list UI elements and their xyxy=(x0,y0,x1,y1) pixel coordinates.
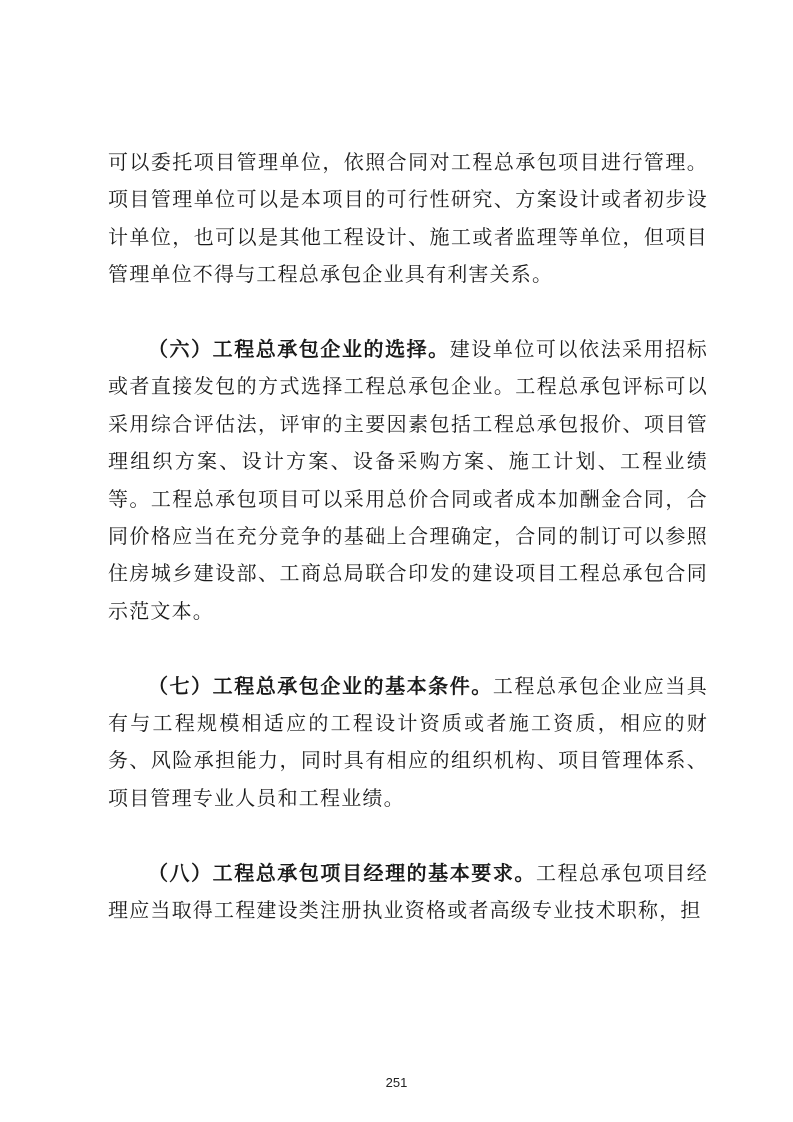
paragraph-spacer xyxy=(108,294,708,331)
paragraph-section-7 xyxy=(108,668,708,818)
paragraph-section-8 xyxy=(108,855,708,930)
paragraph-continuation xyxy=(108,144,708,294)
paragraph-spacer xyxy=(108,817,708,854)
paragraph-text: 建设单位可以依法采用招标或者直接发包的方式选择工程总承包企业。工程总承包评标可以采用综合评估法，评审的主要因素包括工程总承包报价、项目管理组织方案、设计方案、设备采购方案、施工计划、工程业绩等。工程总承包项目可以采用总价合同或者成本加酬金合同，合同价格应当在充分竞争的基础上合理确定，合同的制订可以参照住房城乡建设部、工商总局联合印发的建设项目工程总承包合同示范文本。 xyxy=(108,337,708,623)
paragraph-text: 工程总承包项目经理应当取得工程建设类注册执业资格或者高级专业技术职称，担 xyxy=(108,860,708,923)
page-number: 251 xyxy=(385,1075,408,1090)
paragraph-spacer xyxy=(108,630,708,667)
section-heading: （七）工程总承包企业的基本条件。 xyxy=(148,673,493,698)
paragraph-section-6 xyxy=(108,331,708,630)
section-heading: （六）工程总承包企业的选择。 xyxy=(148,337,450,362)
paragraph-text: 可以委托项目管理单位，依照合同对工程总承包项目进行管理。项目管理单位可以是本项目的可行性研究、方案设计或者初步设计单位，也可以是其他工程设计、施工或者监理等单位，但项目管理单位不得与工程总承包企业具有利害关系。 xyxy=(108,150,708,287)
paragraph-text: 工程总承包企业应当具有与工程规模相适应的工程设计资质或者施工资质，相应的财务、风险承担能力，同时具有相应的组织机构、项目管理体系、项目管理专业人员和工程业绩。 xyxy=(108,673,709,810)
document-body xyxy=(108,144,708,929)
section-heading: （八）工程总承包项目经理的基本要求。 xyxy=(148,860,536,885)
